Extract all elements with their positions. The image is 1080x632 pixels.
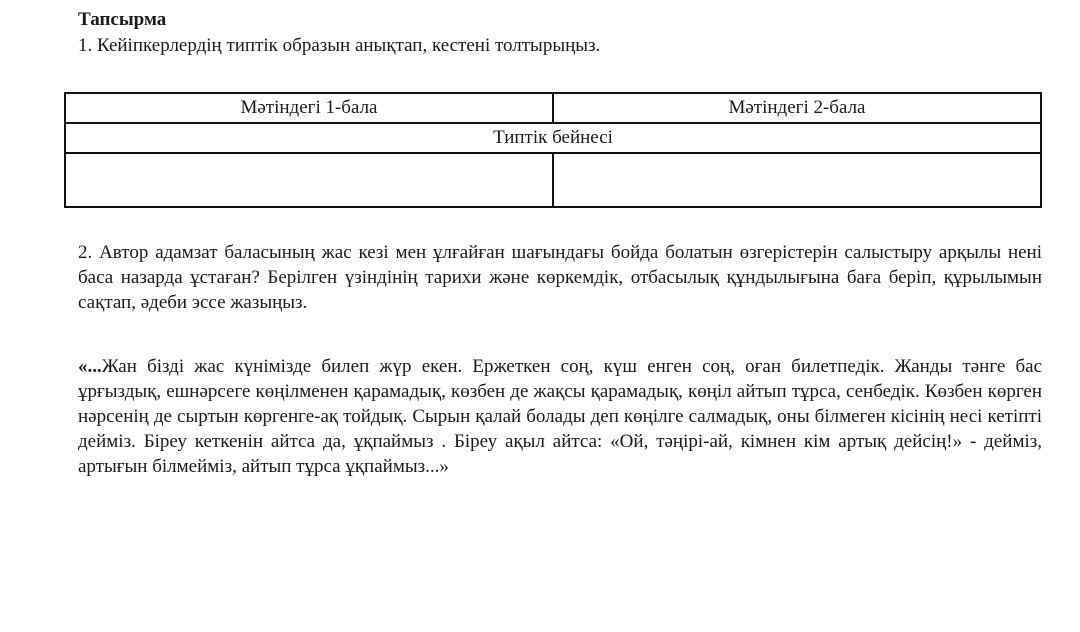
table-answer-cell-2[interactable] — [553, 153, 1041, 207]
quote-open-mark: «... — [78, 356, 102, 377]
table-typical-image-label: Типтік бейнесі — [65, 123, 1041, 153]
table-header-row — [65, 93, 1041, 123]
page-title: Тапсырма — [78, 9, 167, 30]
table-merged-row — [65, 123, 1041, 153]
table-answer-cell-1[interactable] — [65, 153, 553, 207]
quote-text: Жан бізді жас күнімізде билеп жүр екен. Ержеткен соң, күш енген соң, оған билетпедік. Жанды тәнге бас ұрғыздық, ешнәрсеге көңілменен қарамадық, көзбен де жақсы қарамадық, көңіл айтып тұрса, сенбедік. Көзбен көрген нәрсенің де сыртын көргенге-ақ тойдық. Сырын қалай болады деп көңілге салмадық, оны білмеген кісінің несі кетіпті дейміз. Біреу кеткенін айтса да, ұқпаймыз . Біреу ақыл айтса: «Ой, тәңірі-ай, кімнен кім артық дейсің!» - дейміз, артығын білмейміз, айтып тұрса ұқпаймыз...» — [78, 356, 1042, 477]
character-table — [64, 92, 1042, 208]
task-1-text: 1. Кейіпкерлердің типтік образын анықтап, кестені толтырыңыз. — [78, 35, 601, 56]
task-header — [78, 8, 1042, 58]
quote-block — [78, 354, 1042, 479]
table-header-child-1: Мәтіндегі 1-бала — [65, 93, 553, 123]
table-answer-row — [65, 153, 1041, 207]
table-header-child-2: Мәтіндегі 2-бала — [553, 93, 1041, 123]
task-2-text: 2. Автор адамзат баласының жас кезі мен ұлғайған шағындағы бойда болатын өзгерістерін салыстыру арқылы нені баса назарда ұстаған? Берілген үзіндінің тарихи және көркемдік, отбасылық құндылығына баға беріп, құрылымын сақтап, әдеби эссе жазыңыз. — [78, 242, 1042, 313]
quote-paragraph — [78, 354, 1042, 479]
task-2-block — [78, 240, 1042, 315]
